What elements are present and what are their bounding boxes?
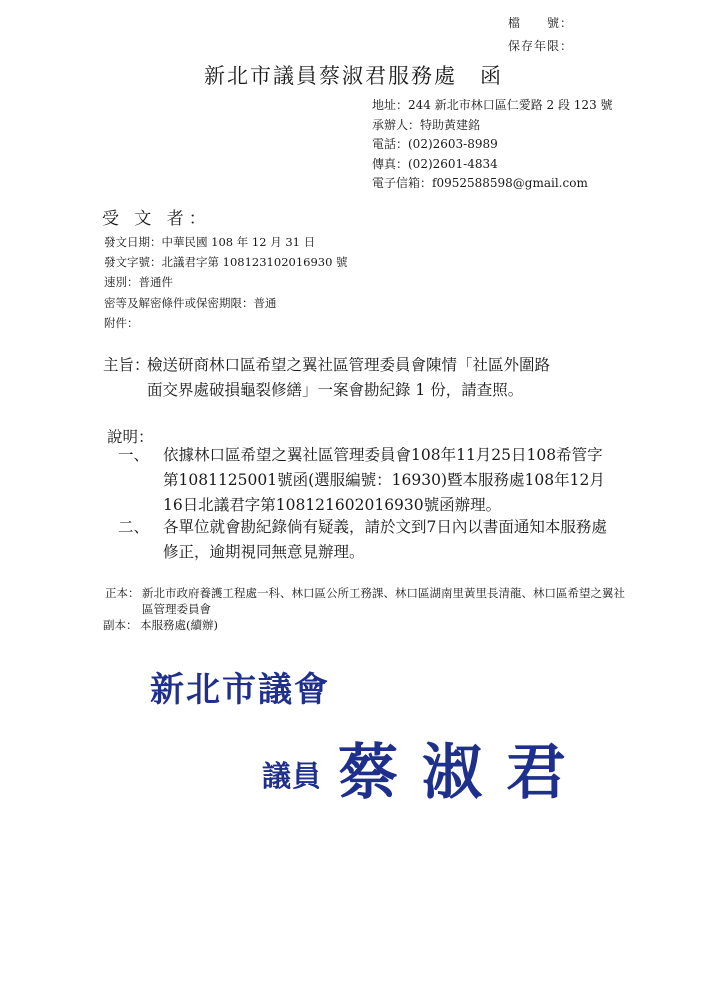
councilor-name-stamp: 蔡淑君 <box>338 738 590 808</box>
item-text: 依據林口區希望之翼社區管理委員會108年11月25日108希管字第1081125001號函(選服編號：16930)暨本服務處108年12月16日北議君字第108121602016930號函辦理。 <box>163 446 605 514</box>
address-line: 地址：244 新北市林口區仁愛路 2 段 123 號 <box>372 98 613 112</box>
receiver-label: 受 文 者： <box>102 209 211 229</box>
email-line: 電子信箱：f0952588598@gmail.com <box>372 176 588 190</box>
item-number: 一、 <box>118 446 150 464</box>
councilor-title-stamp: 議員 <box>262 759 323 793</box>
contact-info <box>372 96 613 194</box>
retention-period-label: 保存年限： <box>507 39 573 53</box>
document-meta <box>104 232 348 333</box>
delivery-speed: 速別：普通件 <box>104 275 173 290</box>
phone-line: 電話：(02)2603-8989 <box>372 137 498 151</box>
explanation-label: 說明： <box>107 428 154 446</box>
document-number: 發文字號：北議君字第 108123102016930 號 <box>104 255 348 270</box>
subject-label: 主旨： <box>103 356 150 374</box>
handler-line: 承辦人：特助黃建銘 <box>372 117 481 132</box>
copy-recipients-text: 本服務處(續辦) <box>140 618 218 632</box>
file-number-label: 檔 號： <box>507 16 573 30</box>
main-recipients-label: 正本： <box>105 586 140 600</box>
document-title: 新北市議員蔡淑君服務處 函 <box>204 64 503 88</box>
main-recipients-text: 新北市政府養護工程處一科、林口區公所工務課、林口區湖南里黃里長清龍、林口區希望之翼社區管理委員會 <box>142 586 625 616</box>
subject-text: 檢送研商林口區希望之翼社區管理委員會陳情「社區外圍路面交界處破損龜裂修繕」一案會勘紀錄 1 份，請查照。 <box>147 356 551 399</box>
attachment-line: 附件： <box>104 315 139 330</box>
fax-line: 傳真：(02)2601-4834 <box>372 156 498 171</box>
item-text: 各單位就會勘紀錄倘有疑義，請於文到7日內以書面通知本服務處修正，逾期視同無意見辦理。 <box>163 518 607 561</box>
copy-recipients-label: 副本： <box>103 618 138 632</box>
council-stamp: 新北市議會 <box>150 670 330 710</box>
secrecy-level: 密等及解密條件或保密期限：普通 <box>104 295 277 310</box>
issue-date: 發文日期：中華民國 108 年 12 月 31 日 <box>104 235 316 249</box>
item-number: 二、 <box>118 518 150 536</box>
